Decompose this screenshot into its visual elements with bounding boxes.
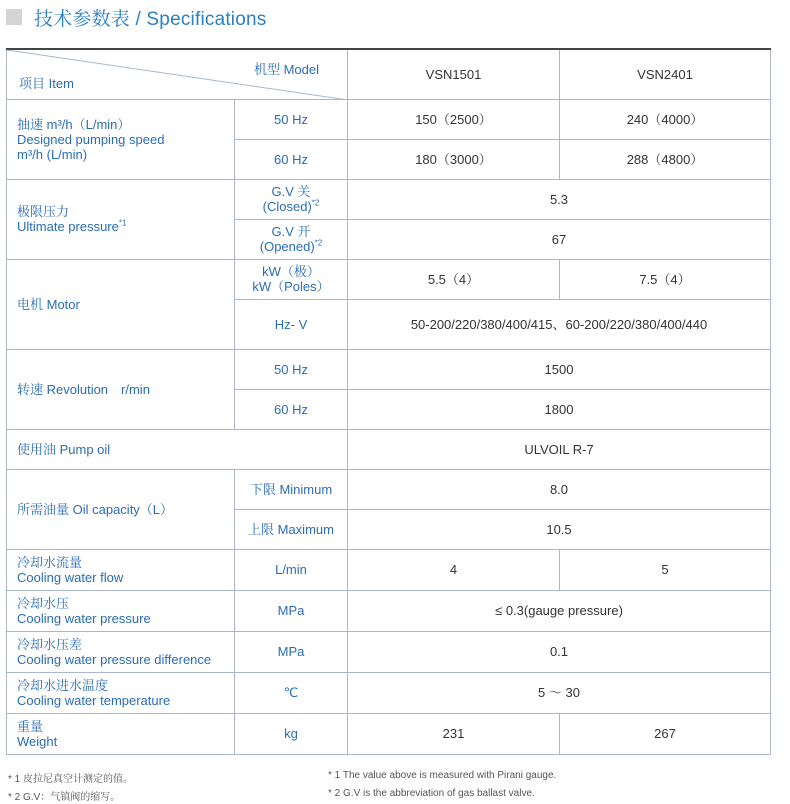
table-row	[7, 259, 771, 299]
oil-capacity-label: 所需油量 Oil capacity（L）	[7, 469, 235, 549]
cooling-flow-unit: L/min	[235, 549, 348, 590]
table-row	[7, 179, 771, 219]
pump-oil-value: ULVOIL R-7	[348, 429, 771, 469]
footnote-cn-2: * 2 G.V：气镇阀的缩写。	[8, 792, 121, 803]
speed-60hz-vsn1501: 180（3000）	[348, 139, 560, 179]
speed-50hz: 50 Hz	[235, 99, 348, 139]
pump-oil-label: 使用油 Pump oil	[7, 429, 348, 469]
weight-vsn1501: 231	[348, 713, 560, 754]
oil-maximum: 上限 Maximum	[235, 509, 348, 549]
revolution-50hz: 50 Hz	[235, 349, 348, 389]
table-header-row	[7, 49, 771, 99]
revolution-60hz: 60 Hz	[235, 389, 348, 429]
cooling-flow-label: 冷却水流量 Cooling water flow	[7, 549, 235, 590]
cooling-diff-label: 冷却水压差 Cooling water pressure difference	[7, 631, 235, 672]
table-row	[7, 99, 771, 139]
cooling-temp-label: 冷却水进水温度 Cooling water temperature	[7, 672, 235, 713]
item-label: 项目 Item	[19, 75, 74, 91]
motor-label: 电机 Motor	[7, 259, 235, 349]
cooling-temp-value: 5 ～ 30	[348, 672, 771, 713]
cooling-flow-vsn2401: 5	[560, 549, 771, 590]
cooling-pressure-value: ≤ 0.3(gauge pressure)	[348, 590, 771, 631]
motor-voltage-value: 50-200/220/380/400/415、60-200/220/380/400/440	[348, 299, 771, 349]
motor-vsn2401: 7.5（4）	[560, 259, 771, 299]
speed-60hz: 60 Hz	[235, 139, 348, 179]
oil-minimum-value: 8.0	[348, 469, 771, 509]
page-title: 技术参数表 / Specifications	[34, 8, 267, 30]
revolution-50hz-value: 1500	[348, 349, 771, 389]
motor-vsn1501: 5.5（4）	[348, 259, 560, 299]
table-row	[7, 549, 771, 590]
table-row	[7, 469, 771, 509]
gv-closed: G.V 关 (Closed)$^{*2}$	[235, 179, 348, 219]
footnote-en-1: * 1 The value above is measured with Pirani gauge.	[328, 770, 557, 781]
model-label: 机型 Model	[253, 62, 319, 77]
motor-kw-poles: kW（极） kW（Poles）	[235, 259, 348, 299]
specifications-table	[6, 48, 771, 755]
motor-hz-v: Hz- V	[235, 299, 348, 349]
model-vsn1501: VSN1501	[348, 49, 560, 99]
speed-60hz-vsn2401: 288（4800）	[560, 139, 771, 179]
model-vsn2401: VSN2401	[560, 49, 771, 99]
cooling-diff-value: 0.1	[348, 631, 771, 672]
table-row	[7, 631, 771, 672]
footnote-en-2: * 2 G.V is the abbreviation of gas ballast valve.	[328, 788, 535, 799]
cooling-temp-unit: ℃	[235, 672, 348, 713]
header-square-icon	[6, 9, 22, 25]
gv-opened: G.V 开 (Opened)$^{*2}$	[235, 219, 348, 259]
ultimate-opened-value: 67	[348, 219, 771, 259]
speed-50hz-vsn1501: 150（2500）	[348, 99, 560, 139]
ultimate-closed-value: 5.3	[348, 179, 771, 219]
footnote-cn-1: * 1 皮拉尼真空计测定的值。	[8, 774, 134, 785]
table-row	[7, 349, 771, 389]
oil-minimum: 下限 Minimum	[235, 469, 348, 509]
table-row	[7, 713, 771, 754]
section-header	[6, 6, 266, 28]
table-row	[7, 672, 771, 713]
table-row	[7, 429, 771, 469]
weight-vsn2401: 267	[560, 713, 771, 754]
revolution-60hz-value: 1800	[348, 389, 771, 429]
corner-cell	[7, 49, 348, 99]
weight-unit: kg	[235, 713, 348, 754]
cooling-pressure-label: 冷却水压 Cooling water pressure	[7, 590, 235, 631]
cooling-pressure-unit: MPa	[235, 590, 348, 631]
speed-label: 抽速 m³/h（L/min） Designed pumping speed m³/h (L/min)	[7, 99, 235, 179]
cooling-flow-vsn1501: 4	[348, 549, 560, 590]
oil-maximum-value: 10.5	[348, 509, 771, 549]
speed-50hz-vsn2401: 240（4000）	[560, 99, 771, 139]
cooling-diff-unit: MPa	[235, 631, 348, 672]
table-row	[7, 590, 771, 631]
weight-label: 重量 Weight	[7, 713, 235, 754]
ultimate-pressure-label: 极限压力 Ultimate pressure$^{*1}$	[7, 179, 235, 259]
revolution-label: 转速 Revolution r/min	[7, 349, 235, 429]
